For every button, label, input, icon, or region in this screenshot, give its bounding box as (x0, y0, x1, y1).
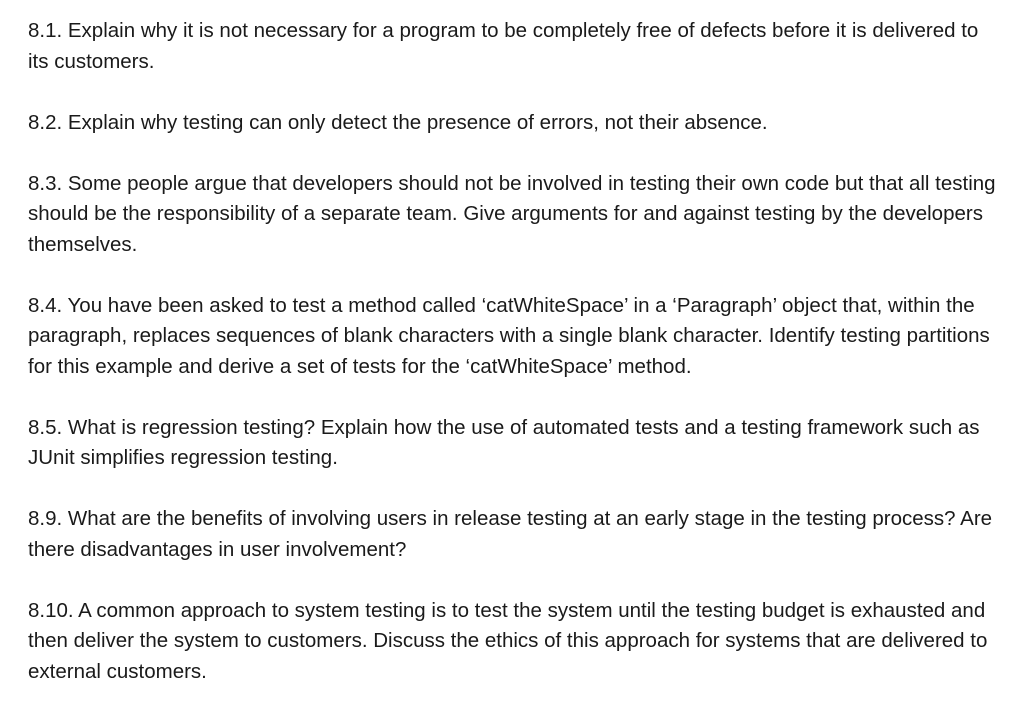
question-8-3: 8.3. Some people argue that developers should not be involved in testing their own code but that all testing should be the responsibility of a separate team. Give arguments for and against testing by the developers themselves. (28, 171, 996, 256)
question-8-1: 8.1. Explain why it is not necessary for a program to be completely free of defects before it is delivered to its customers. (28, 19, 979, 73)
question-8-10: 8.10. A common approach to system testing is to test the system until the testing budget is exhausted and then deliver the system to customers. Discuss the ethics of this approach for systems that are delivered to external customers. (28, 598, 988, 683)
question-8-4: 8.4. You have been asked to test a method called ‘catWhiteSpace’ in a ‘Paragraph’ object that, within the paragraph, replaces sequences of blank characters with a single blank character. Identify testing partitions for this example and derive a set of tests for the ‘catWhiteSpace’ method. (28, 293, 990, 378)
question-8-9: 8.9. What are the benefits of involving users in release testing at an early stage in the testing process? Are there disadvantages in user involvement? (28, 507, 993, 561)
question-8-2: 8.2. Explain why testing can only detect the presence of errors, not their absence. (28, 110, 768, 134)
question-8-5: 8.5. What is regression testing? Explain how the use of automated tests and a testing framework such as JUnit simplifies regression testing. (28, 415, 980, 469)
exercise-list (28, 16, 1003, 687)
